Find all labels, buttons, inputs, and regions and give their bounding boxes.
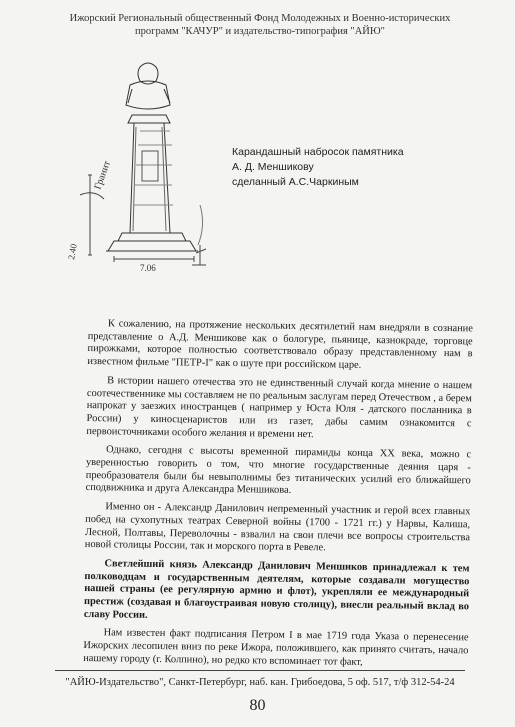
sketch-label-lower: 2.40 [66, 243, 79, 261]
monument-sketch [66, 55, 230, 280]
caption-line-2: А. Д. Меншикову [232, 161, 314, 173]
caption-line-1: Карандашный набросок памятника [232, 146, 404, 158]
article-body [83, 318, 473, 677]
page-footer: "АЙЮ-Издательство", Санкт-Петербург, наб. кан. Грибоедова, 5 оф. 517, т/ф 312-54-24 [65, 677, 455, 688]
sketch-caption [232, 145, 432, 190]
paragraph: В истории нашего отечества это не единственный случай когда мнение о нашем соотечественнике мы составляем не по реальным заслугам перед Отечеством , а берем напрокат у заезжих иностранцев ( например у Юста Юля - датского посланника в России) у киносценаристов или из газет, дабы самим ознакомится с первоисточниками особого желания и времени нет. [86, 375, 473, 440]
caption-line-3: сделанный А.С.Чаркиным [232, 176, 359, 188]
footer-divider [55, 670, 465, 671]
page-number: 80 [249, 697, 266, 714]
paragraph: Именно он - Александр Данилович непременный участник и герой всех главных побед на сухопутных театрах Северной войны (1700 - 1721 гг.) у Нарвы, Калиша, Лесной, Полтавы, Переволочны - взвалил на свои плечи все вопросы строительства новой столицы России, так и морского порта в Ревеле. [84, 501, 471, 554]
header-line-2: программ "КАЧУР" и издательство-типография "АЙЮ" [135, 26, 385, 37]
paragraph: К сожалению, на протяжение нескольких десятилетий нам внедряли в сознание представление о А.Д. Меншикове как о бологуре, пьянице, казнокраде, торговце пирожками, которое полностью соответствовало образу представленному нам в известном фильме "ПЕТР-I" как о шуте при российском царе. [87, 318, 473, 371]
paragraph: Однако, сегодня с высоты временной пирамиды конца XX века, можно с уверенностью говорить о том, что многие государственные деяния царя - преобразователя были бы невыполнимы без титанических усилий его ближайшего сподвижника и друга Александра Меншикова. [85, 444, 472, 497]
paragraph-bold [84, 558, 470, 627]
sketch-label-dim: 7.06 [140, 263, 156, 273]
header-line-1: Ижорский Региональный общественный Фонд Молодежных и Военно-исторических [69, 13, 451, 24]
page-header [40, 12, 480, 38]
paragraph: Нам известен факт подписания Петром I в мае 1719 года Указа о перенесение Ижорских лесопилен вниз по реке Ижора, положившего, как принято считать, начало нашему городу (г. Колпино), но редко кто вспоминает тот факт, [83, 627, 469, 668]
paragraph-bold-text: Светлейший князь Александр Данилович Меншиков принадлежал к тем полководцам и государственным деятелям, которые создавали могущество нашей страны (ее регулярную армию и флот), укрепляли ее международный престиж (создавая и благоустраивая новую столицу), внесли реальный вклад во славу России. [83, 558, 470, 621]
sketch-label-granite: Гранит [92, 159, 113, 192]
